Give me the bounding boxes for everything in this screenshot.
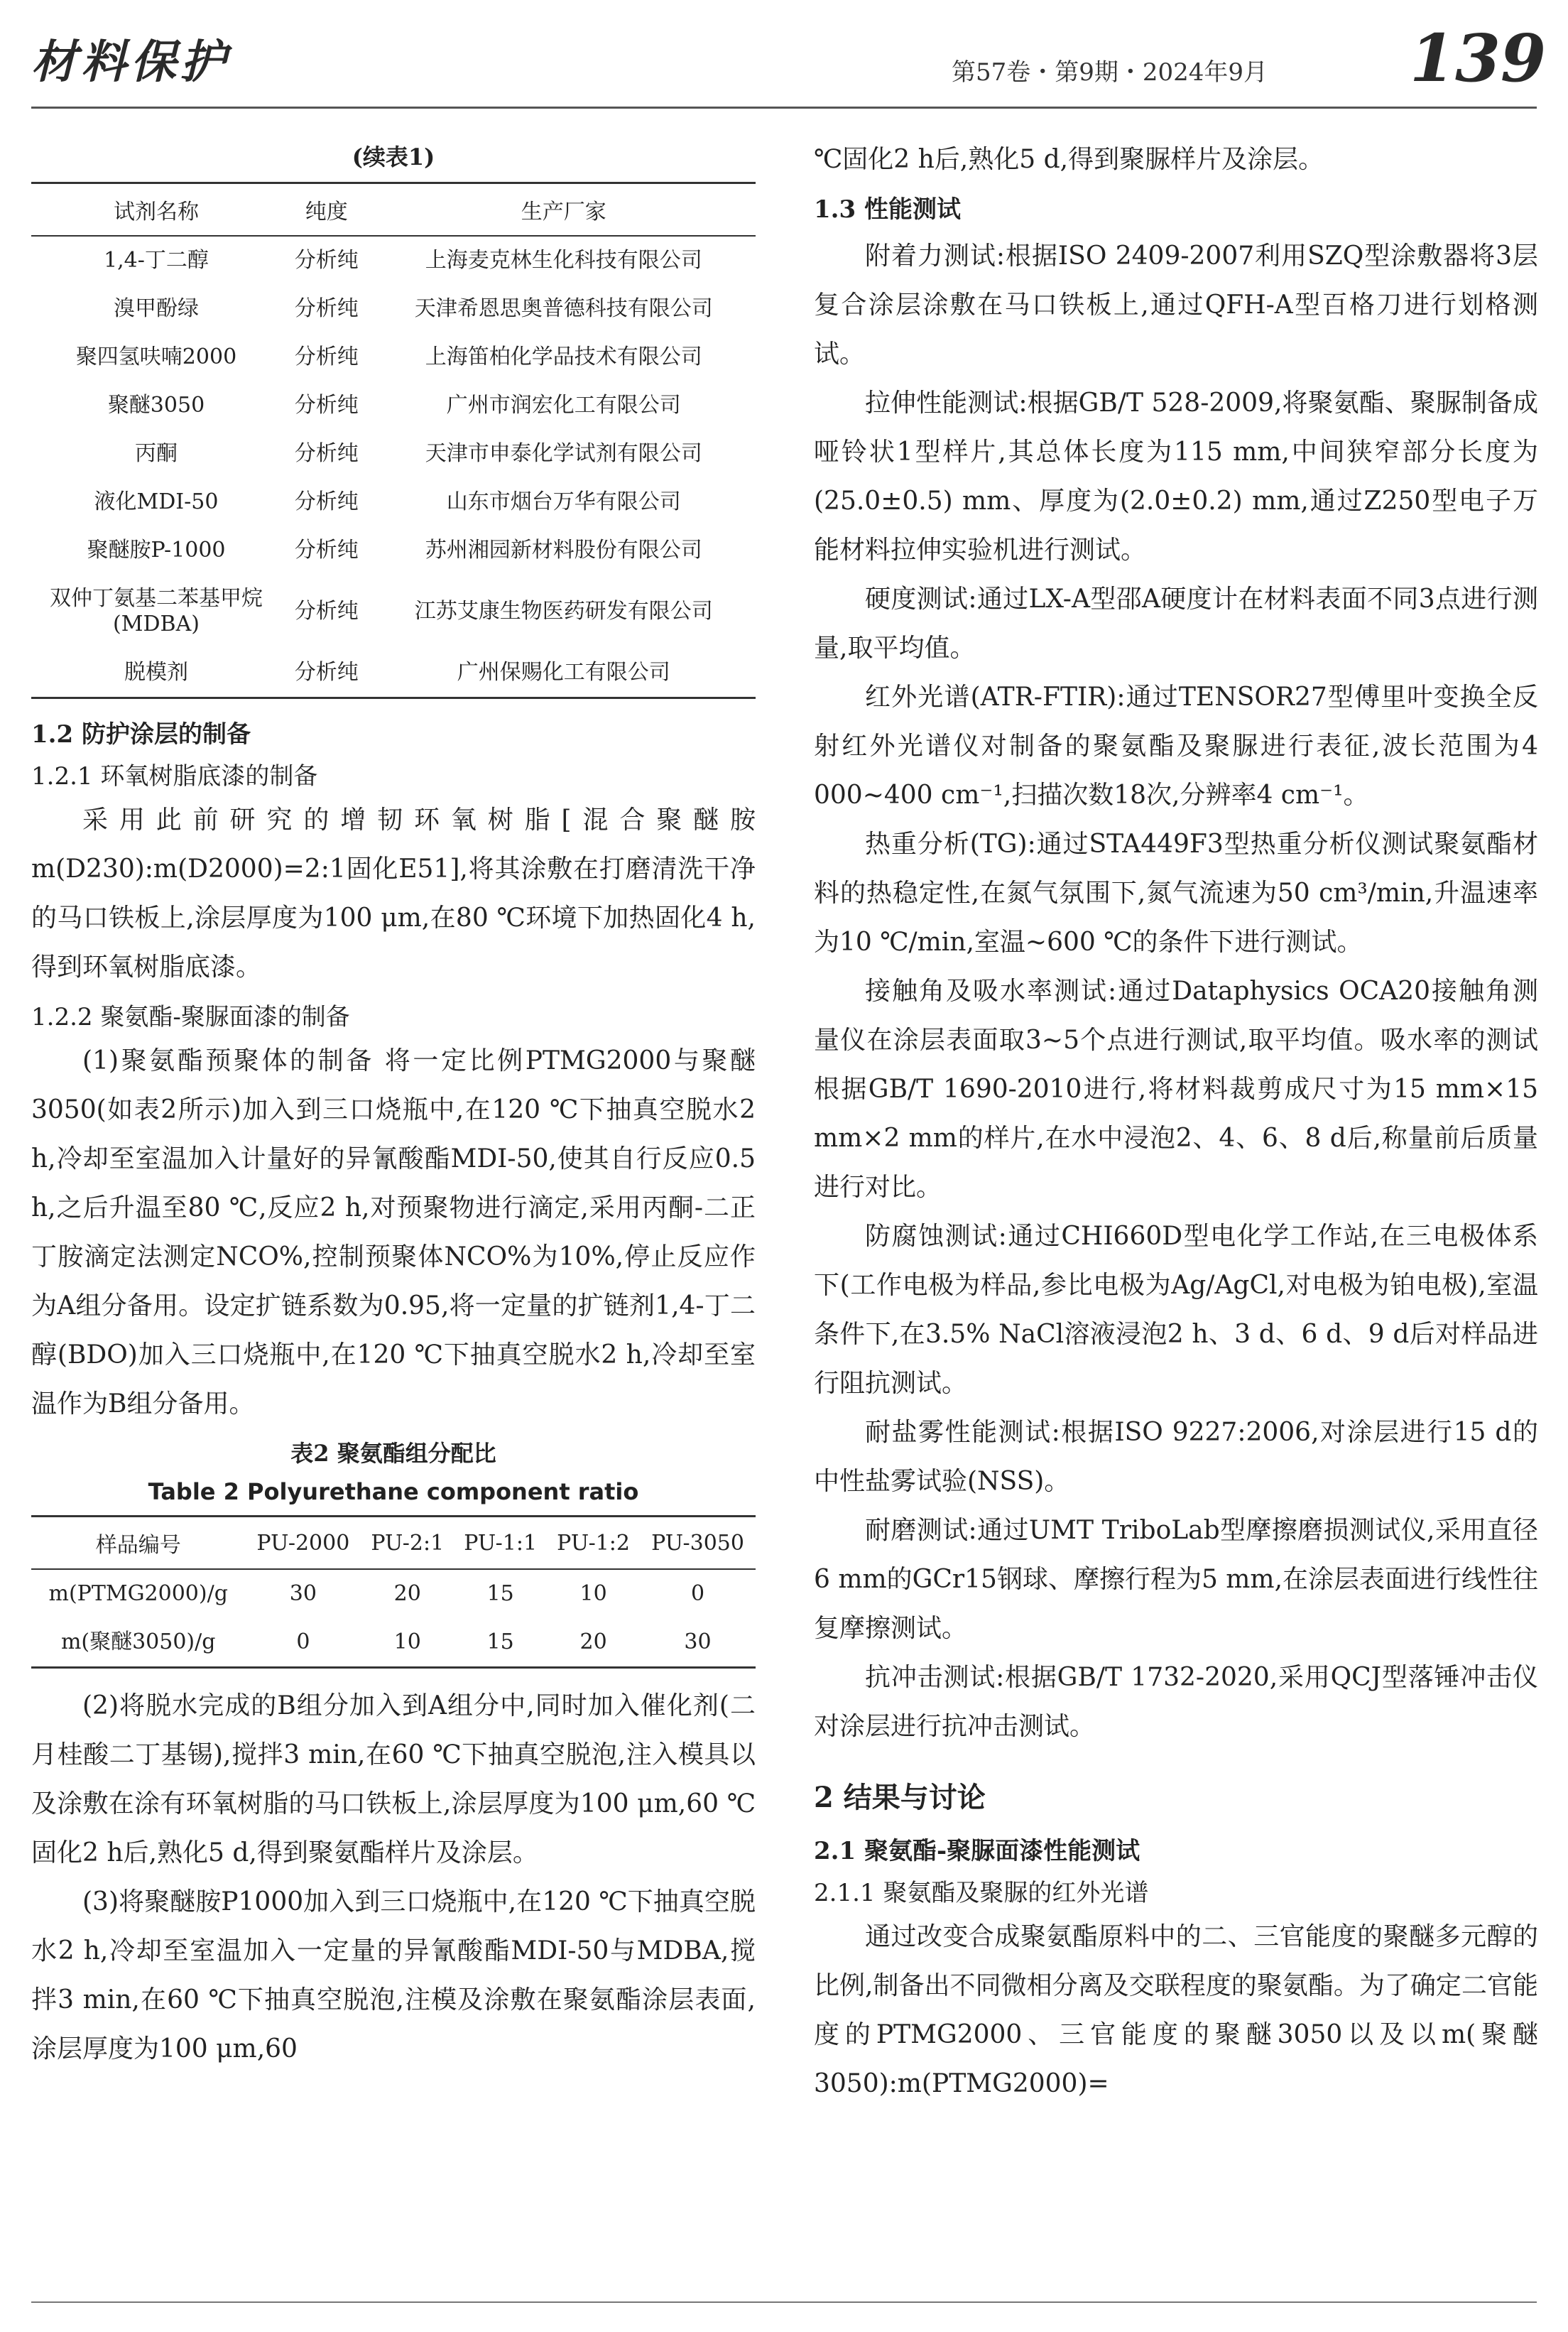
paragraph: 耐磨测试:通过UMT TriboLab型摩擦磨损测试仪,采用直径6 mm的GCr15钢球、摩擦行程为5 mm,在涂层表面进行线性往复摩擦测试。 bbox=[814, 1516, 1539, 1643]
table-row bbox=[31, 381, 756, 430]
paragraph: 抗冲击测试:根据GB/T 1732-2020,采用QCJ型落锤冲击仪对涂层进行抗冲击测试。 bbox=[814, 1663, 1538, 1741]
table2-header: PU-2:1 bbox=[361, 1517, 454, 1570]
table-cell: 天津希恩思奥普德科技有限公司 bbox=[414, 296, 713, 321]
table-row bbox=[31, 236, 756, 285]
table2-caption: 表2 聚氨酯组分配比 bbox=[290, 1440, 496, 1467]
paragraph: 硬度测试:通过LX-A型邵A硬度计在材料表面不同3点进行测量,取平均值。 bbox=[814, 585, 1538, 663]
table1 bbox=[31, 182, 756, 699]
table-cell: 山东市烟台万华有限公司 bbox=[446, 489, 681, 514]
table1-caption: (续表1) bbox=[352, 143, 435, 170]
table-row bbox=[31, 478, 756, 526]
table-cell: 10 bbox=[579, 1581, 607, 1606]
table-cell: 1,4-丁二醇 bbox=[104, 248, 209, 273]
paragraph: ℃固化2 h后,熟化5 d,得到聚脲样片及涂层。 bbox=[814, 145, 1324, 174]
paragraph: 红外光谱(ATR-FTIR):通过TENSOR27型傅里叶变换全反射红外光谱仪对制备的聚氨酯及聚脲进行表征,波长范围为4 000~400 cm⁻¹,扫描次数18次,分辨率4 cm⁻¹。 bbox=[814, 683, 1538, 810]
paragraph: 热重分析(TG):通过STA449F3型热重分析仪测试聚氨酯材料的热稳定性,在氮气氛围下,氮气流速为50 cm³/min,升温速率为10 ℃/min,室温~600 ℃的条件下进行测试。 bbox=[814, 830, 1538, 957]
section-heading: 1.3 性能测试 bbox=[814, 195, 961, 224]
paragraph: (1)聚氨酯预聚体的制备 将一定比例PTMG2000与聚醚3050(如表2所示)加入到三口烧瓶中,在120 ℃下抽真空脱水2 h,冷却至室温加入计量好的异氰酸酯MDI-50,使其自行反应0.5 h,之后升温至80 ℃,反应2 h,对预聚物进行滴定,采用丙酮-二正丁胺滴定法测定NCO%,控制预聚体NCO%为10%,停止反应作为A组分备用。设定扩链系数为0.95,将一定量的扩链剂1,4-丁二醇(BDO)加入三口烧瓶中,在120 ℃下抽真空脱水2 h,冷却至室温作为B组分备用。 bbox=[31, 1046, 756, 1419]
header-rule bbox=[31, 107, 1537, 109]
table-cell: 0 bbox=[245, 1618, 361, 1668]
table2-caption-en: Table 2 Polyurethane component ratio bbox=[148, 1478, 639, 1505]
table-cell: 分析纯 bbox=[281, 649, 372, 698]
journal-logo: 材料保护 bbox=[31, 36, 230, 89]
chapter-heading: 2 结果与讨论 bbox=[814, 1781, 986, 1814]
table-cell: 15 bbox=[486, 1581, 514, 1606]
table-cell: 10 bbox=[361, 1618, 454, 1668]
table-row bbox=[31, 1569, 756, 1618]
table-cell: 15 bbox=[454, 1618, 547, 1668]
table-cell: 溴甲酚绿 bbox=[114, 296, 199, 321]
table-cell: 30 bbox=[289, 1581, 317, 1606]
table-cell: 分析纯 bbox=[294, 345, 359, 369]
table2-header: PU-1:1 bbox=[454, 1517, 547, 1570]
subsection-heading: 1.2.2 聚氨酯-聚脲面漆的制备 bbox=[31, 1003, 350, 1031]
table-cell: 广州市润宏化工有限公司 bbox=[446, 393, 681, 418]
table-cell: 脱模剂 bbox=[31, 649, 281, 698]
table1-header: 生产厂家 bbox=[372, 183, 756, 237]
paragraph: 拉伸性能测试:根据GB/T 528-2009,将聚氨酯、聚脲制备成哑铃状1型样片,其总体长度为115 mm,中间狭窄部分长度为(25.0±0.5) mm、厚度为(2.0±0.2) mm,通过Z250型电子万能材料拉伸实验机进行测试。 bbox=[814, 389, 1538, 565]
table-cell: 分析纯 bbox=[294, 441, 359, 466]
table-row bbox=[31, 430, 756, 478]
paragraph: (2)将脱水完成的B组分加入到A组分中,同时加入催化剂(二月桂酸二丁基锡),搅拌3 min,在60 ℃下抽真空脱泡,注入模具以及涂敷在涂有环氧树脂的马口铁板上,涂层厚度为100 μm,60 ℃固化2 h后,熟化5 d,得到聚氨酯样片及涂层。 bbox=[31, 1691, 756, 1867]
table-cell: 液化MDI-50 bbox=[94, 489, 219, 514]
table-cell: 苏州湘园新材料股份有限公司 bbox=[425, 538, 702, 563]
table-cell: 分析纯 bbox=[294, 489, 359, 514]
paragraph: 耐盐雾性能测试:根据ISO 9227:2006,对涂层进行15 d的中性盐雾试验(NSS)。 bbox=[814, 1418, 1538, 1496]
table-cell: 0 bbox=[690, 1581, 705, 1606]
table-cell: 分析纯 bbox=[294, 296, 359, 321]
table-cell: m(PTMG2000)/g bbox=[48, 1581, 228, 1606]
table-cell: 天津市申泰化学试剂有限公司 bbox=[425, 441, 702, 466]
table-cell: 广州保赐化工有限公司 bbox=[372, 649, 756, 698]
table-cell: 聚四氢呋喃2000 bbox=[75, 345, 237, 369]
paragraph: 附着力测试:根据ISO 2409-2007利用SZQ型涂敷器将3层复合涂层涂敷在马口铁板上,通过QFH-A型百格刀进行划格测试。 bbox=[814, 242, 1538, 369]
table-cell: 双仲丁氨基二苯基甲烷(MDBA) bbox=[50, 586, 263, 636]
section-heading: 1.2 防护涂层的制备 bbox=[31, 720, 251, 749]
table-cell: 分析纯 bbox=[294, 393, 359, 418]
table-row bbox=[31, 575, 756, 649]
footer-rule bbox=[31, 2301, 1537, 2303]
table2-header: PU-2000 bbox=[245, 1517, 361, 1570]
table-row bbox=[31, 649, 756, 698]
page-number: 139 bbox=[1410, 20, 1547, 97]
table-cell: 上海麦克林生化科技有限公司 bbox=[425, 248, 702, 273]
table-cell: 分析纯 bbox=[294, 599, 359, 624]
right-column bbox=[814, 135, 1538, 2108]
issue-info: 第57卷・第9期・2024年9月 bbox=[952, 58, 1268, 87]
table-cell: 聚醚胺P-1000 bbox=[87, 538, 226, 563]
paragraph: 接触角及吸水率测试:通过Dataphysics OCA20接触角测量仪在涂层表面取3~5个点进行测试,取平均值。吸水率的测试根据GB/T 1690-2010进行,将材料裁剪成尺寸为15 mm×15 mm×2 mm的样片,在水中浸泡2、4、6、8 d后,称量前后质量进行对比。 bbox=[814, 977, 1538, 1202]
paragraph: 防腐蚀测试:通过CHI660D型电化学工作站,在三电极体系下(工作电极为样品,参比电极为Ag/AgCl,对电极为铂电极),室温条件下,在3.5% NaCl溶液浸泡2 h、3 d、6 d、9 d后对样品进行阻抗测试。 bbox=[814, 1222, 1538, 1398]
table-cell: 20 bbox=[393, 1581, 421, 1606]
table-cell: 分析纯 bbox=[294, 538, 359, 563]
section-heading: 2.1 聚氨酯-聚脲面漆性能测试 bbox=[814, 1837, 1140, 1865]
table-cell: 江苏艾康生物医药研发有限公司 bbox=[414, 599, 713, 624]
table-cell: m(聚醚3050)/g bbox=[31, 1618, 245, 1668]
table-cell: 30 bbox=[640, 1618, 756, 1668]
table1-header: 试剂名称 bbox=[31, 183, 281, 237]
paragraph: 采用此前研究的增韧环氧树脂[混合聚醚胺m(D230):m(D2000)=2:1固化E51],将其涂敷在打磨清洗干净的马口铁板上,涂层厚度为100 μm,在80 ℃环境下加热固化4 h,得到环氧树脂底漆。 bbox=[31, 806, 756, 982]
table-row bbox=[31, 1618, 756, 1668]
subsection-heading: 1.2.1 环氧树脂底漆的制备 bbox=[31, 762, 318, 791]
paragraph: 通过改变合成聚氨酯原料中的二、三官能度的聚醚多元醇的比例,制备出不同微相分离及交联程度的聚氨酯。为了确定二官能度的PTMG2000、三官能度的聚醚3050以及以m(聚醚3050):m(PTMG2000)= bbox=[814, 1922, 1538, 2098]
table2-header: PU-1:2 bbox=[547, 1517, 640, 1570]
subsection-heading: 2.1.1 聚氨酯及聚脲的红外光谱 bbox=[814, 1879, 1149, 1907]
table2-header: 样品编号 bbox=[31, 1517, 245, 1570]
table-cell: 丙酮 bbox=[135, 441, 178, 466]
table-cell: 分析纯 bbox=[294, 248, 359, 273]
table1-header: 纯度 bbox=[281, 183, 372, 237]
table-row bbox=[31, 333, 756, 381]
table2 bbox=[31, 1515, 756, 1669]
left-column bbox=[31, 135, 756, 2073]
table2-header: PU-3050 bbox=[640, 1517, 756, 1570]
paragraph: (3)将聚醚胺P1000加入到三口烧瓶中,在120 ℃下抽真空脱水2 h,冷却至室温加入一定量的异氰酸酯MDI-50与MDBA,搅拌3 min,在60 ℃下抽真空脱泡,注模及涂敷在聚氨酯涂层表面,涂层厚度为100 μm,60 bbox=[31, 1887, 756, 2063]
table-row bbox=[31, 526, 756, 575]
table-row bbox=[31, 285, 756, 333]
table-cell: 20 bbox=[547, 1618, 640, 1668]
table-cell: 上海笛柏化学品技术有限公司 bbox=[425, 345, 702, 369]
table-cell: 聚醚3050 bbox=[107, 393, 205, 418]
